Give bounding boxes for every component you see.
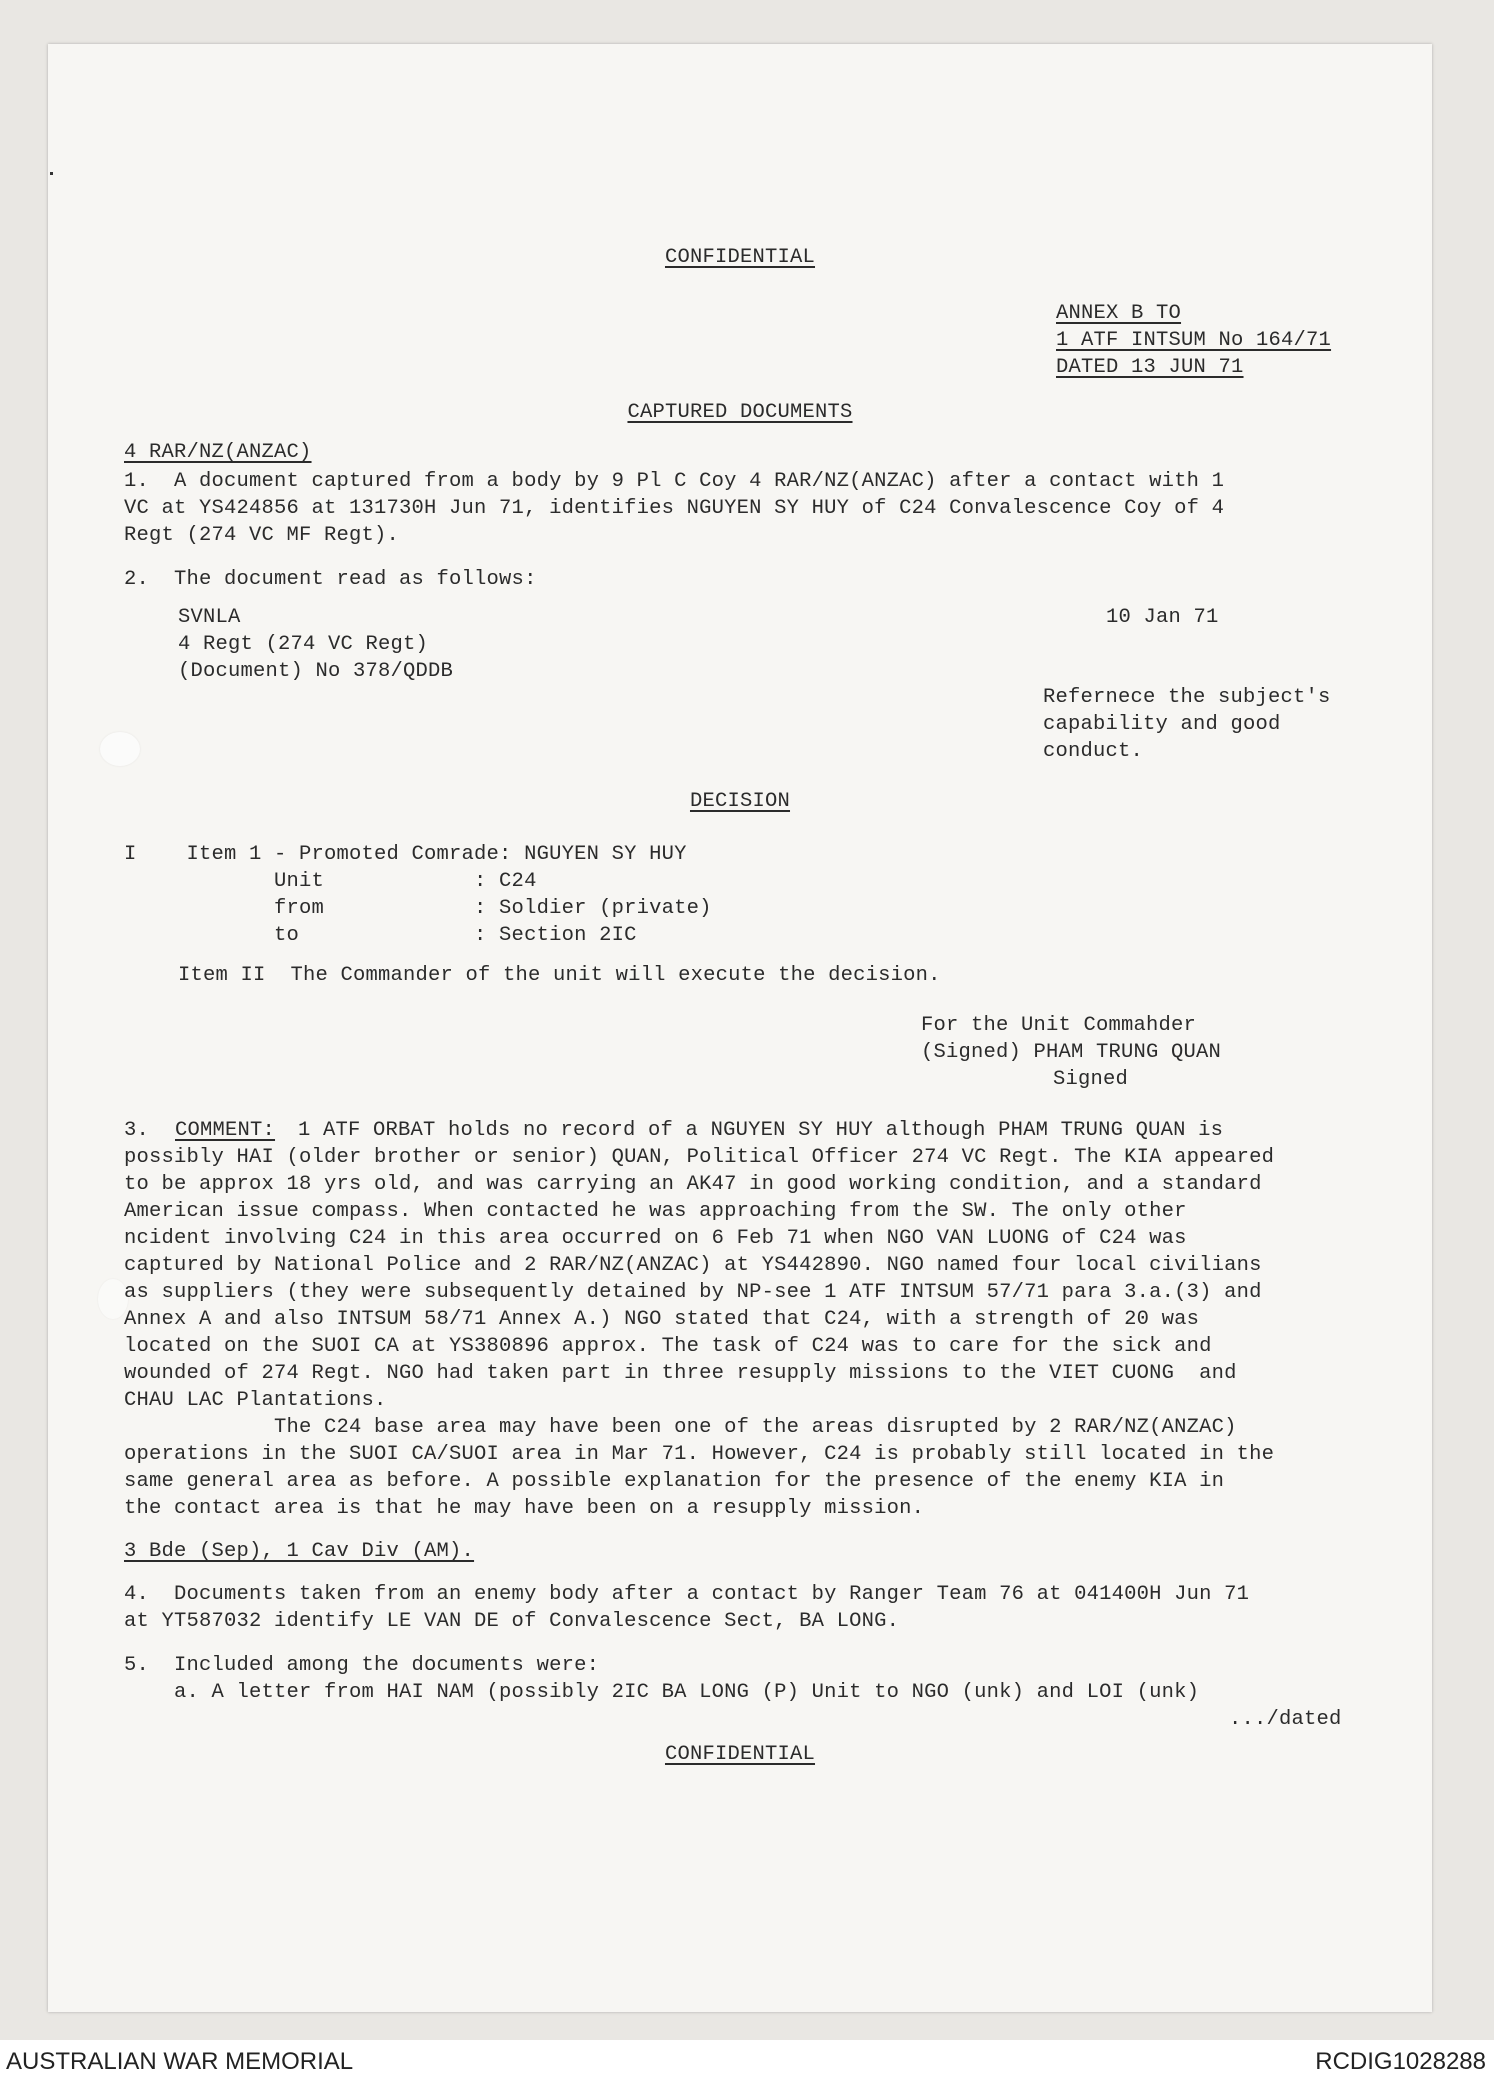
doc-reference-line: capability and good	[1043, 713, 1281, 736]
paragraph-3-number: 3.	[124, 1119, 150, 1142]
signoff-line: For the Unit Commahder	[921, 1014, 1197, 1037]
annex-line-1: ANNEX B TO	[1056, 302, 1182, 325]
paragraph-4-line: at YT587032 identify LE VAN DE of Convalescence Sect, BA LONG.	[124, 1610, 900, 1633]
decision-line: Unit : C24	[124, 870, 537, 893]
footer-record-id: RCDIG1028288	[1315, 2048, 1486, 2075]
paragraph-1-line: VC at YS424856 at 131730H Jun 71, identifies NGUYEN SY HUY of C24 Convalescence Coy of 4	[124, 497, 1225, 520]
paragraph-3-line: American issue compass. When contacted he was approaching from the SW. The only other	[124, 1200, 1187, 1223]
decision-title: DECISION	[689, 790, 791, 813]
document-page	[48, 44, 1432, 2012]
margin-mark	[50, 172, 53, 175]
doc-reference-line: conduct.	[1043, 740, 1144, 763]
paragraph-1-line: Regt (274 VC MF Regt).	[124, 524, 400, 547]
decision-line: I Item 1 - Promoted Comrade: NGUYEN SY HUY	[124, 843, 687, 866]
annex-line-3: DATED 13 JUN 71	[1056, 356, 1244, 379]
paragraph-3-line: the contact area is that he may have been on a resupply mission.	[124, 1497, 925, 1520]
paragraph-2: 2. The document read as follows:	[124, 568, 537, 591]
classification-top: CONFIDENTIAL	[664, 246, 816, 269]
paragraph-3-line: Annex A and also INTSUM 58/71 Annex A.) NGO stated that C24, with a strength of 20 was	[124, 1308, 1200, 1331]
footer-source: AUSTRALIAN WAR MEMORIAL	[6, 2048, 354, 2075]
paragraph-3-line: operations in the SUOI CA/SUOI area in Mar 71. However, C24 is probably still located in the	[124, 1443, 1275, 1466]
paragraph-3-line: 1 ATF ORBAT holds no record of a NGUYEN SY HUY although PHAM TRUNG QUAN is	[298, 1119, 1224, 1142]
decision-item-2: Item II The Commander of the unit will execute the decision.	[178, 964, 941, 987]
paragraph-3-line: The C24 base area may have been one of the areas disrupted by 2 RAR/NZ(ANZAC)	[124, 1416, 1237, 1439]
doc-header-line: SVNLA	[178, 606, 241, 629]
doc-reference-line: Refernece the subject's	[1043, 686, 1331, 709]
archive-footer	[0, 2040, 1494, 2081]
signoff-line: Signed	[1053, 1068, 1129, 1091]
paragraph-5-line: a. A letter from HAI NAM (possibly 2IC BA LONG (P) Unit to NGO (unk) and LOI (unk)	[124, 1681, 1200, 1704]
annex-line-2: 1 ATF INTSUM No 164/71	[1056, 329, 1332, 352]
paragraph-3-line: captured by National Police and 2 RAR/NZ(ANZAC) at YS442890. NGO named four local civilians	[124, 1254, 1262, 1277]
paragraph-5-line: 5. Included among the documents were:	[124, 1654, 600, 1677]
decision-line: to : Section 2IC	[124, 924, 637, 947]
doc-header-line: 4 Regt (274 VC Regt)	[178, 633, 429, 656]
paragraph-3-line: as suppliers (they were subsequently detained by NP-see 1 ATF INTSUM 57/71 para 3.a.(3) and	[124, 1281, 1262, 1304]
unit-heading-2: 3 Bde (Sep), 1 Cav Div (AM).	[124, 1540, 475, 1563]
decision-line: from : Soldier (private)	[124, 897, 712, 920]
section-title: CAPTURED DOCUMENTS	[627, 401, 853, 424]
paragraph-1-line: 1. A document captured from a body by 9 Pl C Coy 4 RAR/NZ(ANZAC) after a contact with 1	[124, 470, 1225, 493]
unit-heading-1: 4 RAR/NZ(ANZAC)	[124, 441, 312, 464]
paragraph-3-line: ncident involving C24 in this area occurred on 6 Feb 71 when NGO VAN LUONG of C24 was	[124, 1227, 1187, 1250]
paragraph-3-label: COMMENT:	[175, 1119, 276, 1142]
signoff-line: (Signed) PHAM TRUNG QUAN	[921, 1041, 1222, 1064]
continuation-marker: .../dated	[1229, 1708, 1342, 1731]
paragraph-3-line: same general area as before. A possible explanation for the presence of the enemy KIA in	[124, 1470, 1225, 1493]
paragraph-3-line: wounded of 274 Regt. NGO had taken part in three resupply missions to the VIET CUONG and	[124, 1362, 1237, 1385]
punch-hole	[100, 732, 140, 766]
paragraph-3-line: located on the SUOI CA at YS380896 approx. The task of C24 was to care for the sick and	[124, 1335, 1212, 1358]
doc-date: 10 Jan 71	[1106, 606, 1219, 629]
doc-header-line: (Document) No 378/QDDB	[178, 660, 454, 683]
paragraph-3-line: CHAU LAC Plantations.	[124, 1389, 387, 1412]
classification-bottom: CONFIDENTIAL	[664, 1743, 816, 1766]
paragraph-3-line: to be approx 18 yrs old, and was carrying an AK47 in good working condition, and a standard	[124, 1173, 1262, 1196]
paragraph-3-line: possibly HAI (older brother or senior) QUAN, Political Officer 274 VC Regt. The KIA appeared	[124, 1146, 1275, 1169]
paragraph-4-line: 4. Documents taken from an enemy body after a contact by Ranger Team 76 at 041400H Jun 71	[124, 1583, 1250, 1606]
